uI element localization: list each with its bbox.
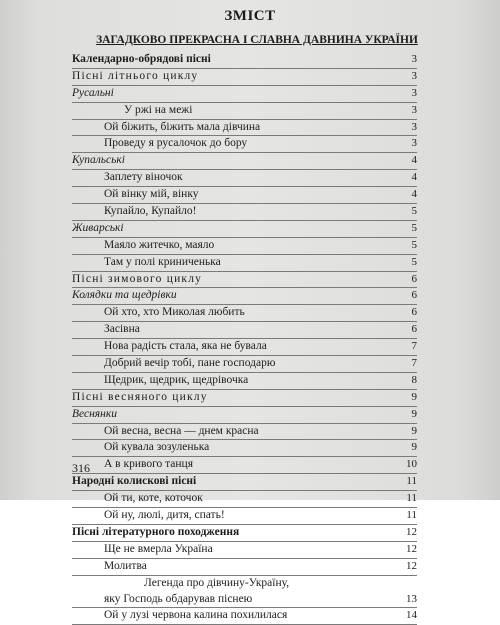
toc-page-number: 11 [406, 475, 417, 488]
toc-row [72, 255, 417, 272]
toc-row [72, 153, 417, 170]
toc-row [72, 272, 417, 289]
toc-page-number: 5 [411, 255, 417, 268]
toc-row [72, 474, 417, 491]
toc-row [72, 170, 417, 187]
toc-row [72, 187, 417, 204]
table-of-contents [72, 52, 417, 625]
toc-row [72, 322, 417, 339]
toc-row [72, 288, 417, 305]
toc-entry-text: Купальські [72, 154, 125, 167]
toc-entry-text: Живарські [72, 221, 124, 234]
toc-row [72, 608, 417, 625]
toc-page-number: 6 [411, 289, 417, 302]
toc-row [72, 457, 417, 474]
toc-page-number: 5 [411, 221, 417, 234]
toc-entry-text: Ще не вмерла Україна [104, 542, 213, 555]
toc-page-number: 5 [411, 238, 417, 251]
toc-entry-text: Ой у лузі червона калина похилилася [104, 609, 288, 622]
toc-row [72, 542, 417, 559]
toc-entry-text: Ой ти, коте, коточок [104, 492, 203, 505]
toc-entry-text: Ой біжить, біжить мала дівчина [104, 120, 261, 133]
toc-entry-text: Ой ну, люлі, дитя, спать! [104, 509, 225, 522]
toc-entry-text: Пісні літературного походження [72, 525, 240, 538]
toc-page-number: 4 [411, 154, 417, 167]
toc-entry-text: А в кривого танця [104, 458, 194, 471]
toc-row [72, 508, 417, 525]
toc-entry-text: Проведу я русалочок до бору [104, 137, 248, 150]
toc-page-number: 8 [411, 373, 417, 386]
toc-row [72, 52, 417, 69]
toc-page-number: 7 [411, 357, 417, 370]
toc-entry-text: Маяло житечко, маяло [104, 238, 215, 251]
toc-entry-text: Ой хто, хто Миколая любить [104, 306, 245, 319]
toc-entry-text: Пісні зимового циклу [72, 272, 203, 285]
toc-row [72, 305, 417, 322]
toc-entry-text: Ой кувала зозуленька [104, 441, 210, 454]
toc-page-number: 9 [411, 424, 417, 437]
toc-row [72, 440, 417, 457]
toc-row [72, 407, 417, 424]
toc-page-number: 6 [411, 323, 417, 336]
toc-page-number: 11 [406, 492, 417, 505]
toc-page-number: 13 [406, 592, 417, 605]
toc-row [72, 525, 417, 542]
toc-row [72, 373, 417, 390]
toc-row [72, 559, 417, 576]
toc-page-number: 3 [411, 86, 417, 99]
toc-page-number: 4 [411, 188, 417, 201]
toc-page-number: 4 [411, 171, 417, 184]
toc-page-number: 12 [406, 525, 417, 538]
toc-page-number: 11 [406, 509, 417, 522]
toc-entry-text: Пісні літнього циклу [72, 69, 199, 82]
toc-entry-text: Веснянки [72, 407, 117, 420]
toc-page-number: 9 [411, 407, 417, 420]
toc-entry-text: Календарно-обрядові пісні [72, 52, 211, 65]
toc-row [72, 86, 417, 103]
section-heading: ЗАГАДКОВО ПРЕКРАСНА І СЛАВНА ДАВНИНА УКРАЇНИ [96, 34, 418, 46]
toc-row [72, 390, 417, 407]
page-number: 316 [72, 461, 90, 475]
toc-entry-text: Купайло, Купайло! [104, 205, 197, 217]
toc-entry-text: Пісні весняного циклу [72, 390, 208, 403]
toc-entry-text: Колядки та щедрівки [72, 289, 177, 302]
toc-entry-text: Русальні [72, 86, 114, 99]
toc-page-number: 12 [406, 542, 417, 555]
toc-page-number: 5 [411, 205, 417, 217]
toc-row [72, 69, 417, 86]
toc-page-number: 7 [411, 340, 417, 353]
toc-page-number: 3 [411, 137, 417, 150]
toc-row [72, 339, 417, 356]
toc-page-number: 10 [406, 458, 417, 471]
toc-entry-text: Добрий вечір тобі, пане господарю [104, 357, 276, 370]
toc-entry-text: Заплету віночок [104, 171, 183, 184]
toc-page-number: 6 [411, 306, 417, 319]
toc-row [72, 103, 417, 120]
toc-page-number: 6 [411, 272, 417, 285]
toc-entry-text: Нова радість стала, яка не бувала [104, 340, 267, 353]
toc-entry-text: Там у полі криниченька [104, 255, 221, 268]
toc-entry-text: Щедрик, щедрик, щедрівочка [104, 373, 249, 386]
toc-row [72, 238, 417, 255]
toc-row [72, 576, 417, 609]
toc-entry-text: Ой вінку мій, вінку [104, 188, 199, 201]
toc-row [72, 491, 417, 508]
toc-row [72, 120, 417, 137]
toc-entry-text: Легенда про дівчину-Україну, [144, 576, 290, 589]
toc-page-number: 12 [406, 559, 417, 572]
toc-page-number: 9 [411, 441, 417, 454]
toc-page-number: 3 [411, 120, 417, 133]
toc-entry-text: Ой весна, весна — днем красна [104, 424, 259, 437]
page-title: ЗМІСТ [224, 8, 276, 24]
toc-page-number: 9 [411, 390, 417, 403]
toc-entry-text: У ржі на межі [124, 103, 193, 116]
toc-entry-text: Засівна [104, 323, 140, 336]
toc-entry-text-continued: яку Господь обдарував піснею [104, 592, 253, 605]
toc-entry-text: Молитва [104, 559, 147, 572]
toc-page-number: 14 [406, 609, 417, 622]
toc-entry-text: Народні колискові пісні [72, 475, 197, 488]
toc-row [72, 424, 417, 441]
toc-page-number: 3 [411, 52, 417, 65]
toc-row [72, 356, 417, 373]
toc-page-number: 3 [411, 69, 417, 82]
toc-row [72, 136, 417, 153]
toc-row [72, 221, 417, 238]
toc-row [72, 204, 417, 221]
toc-page-number: 3 [411, 103, 417, 116]
